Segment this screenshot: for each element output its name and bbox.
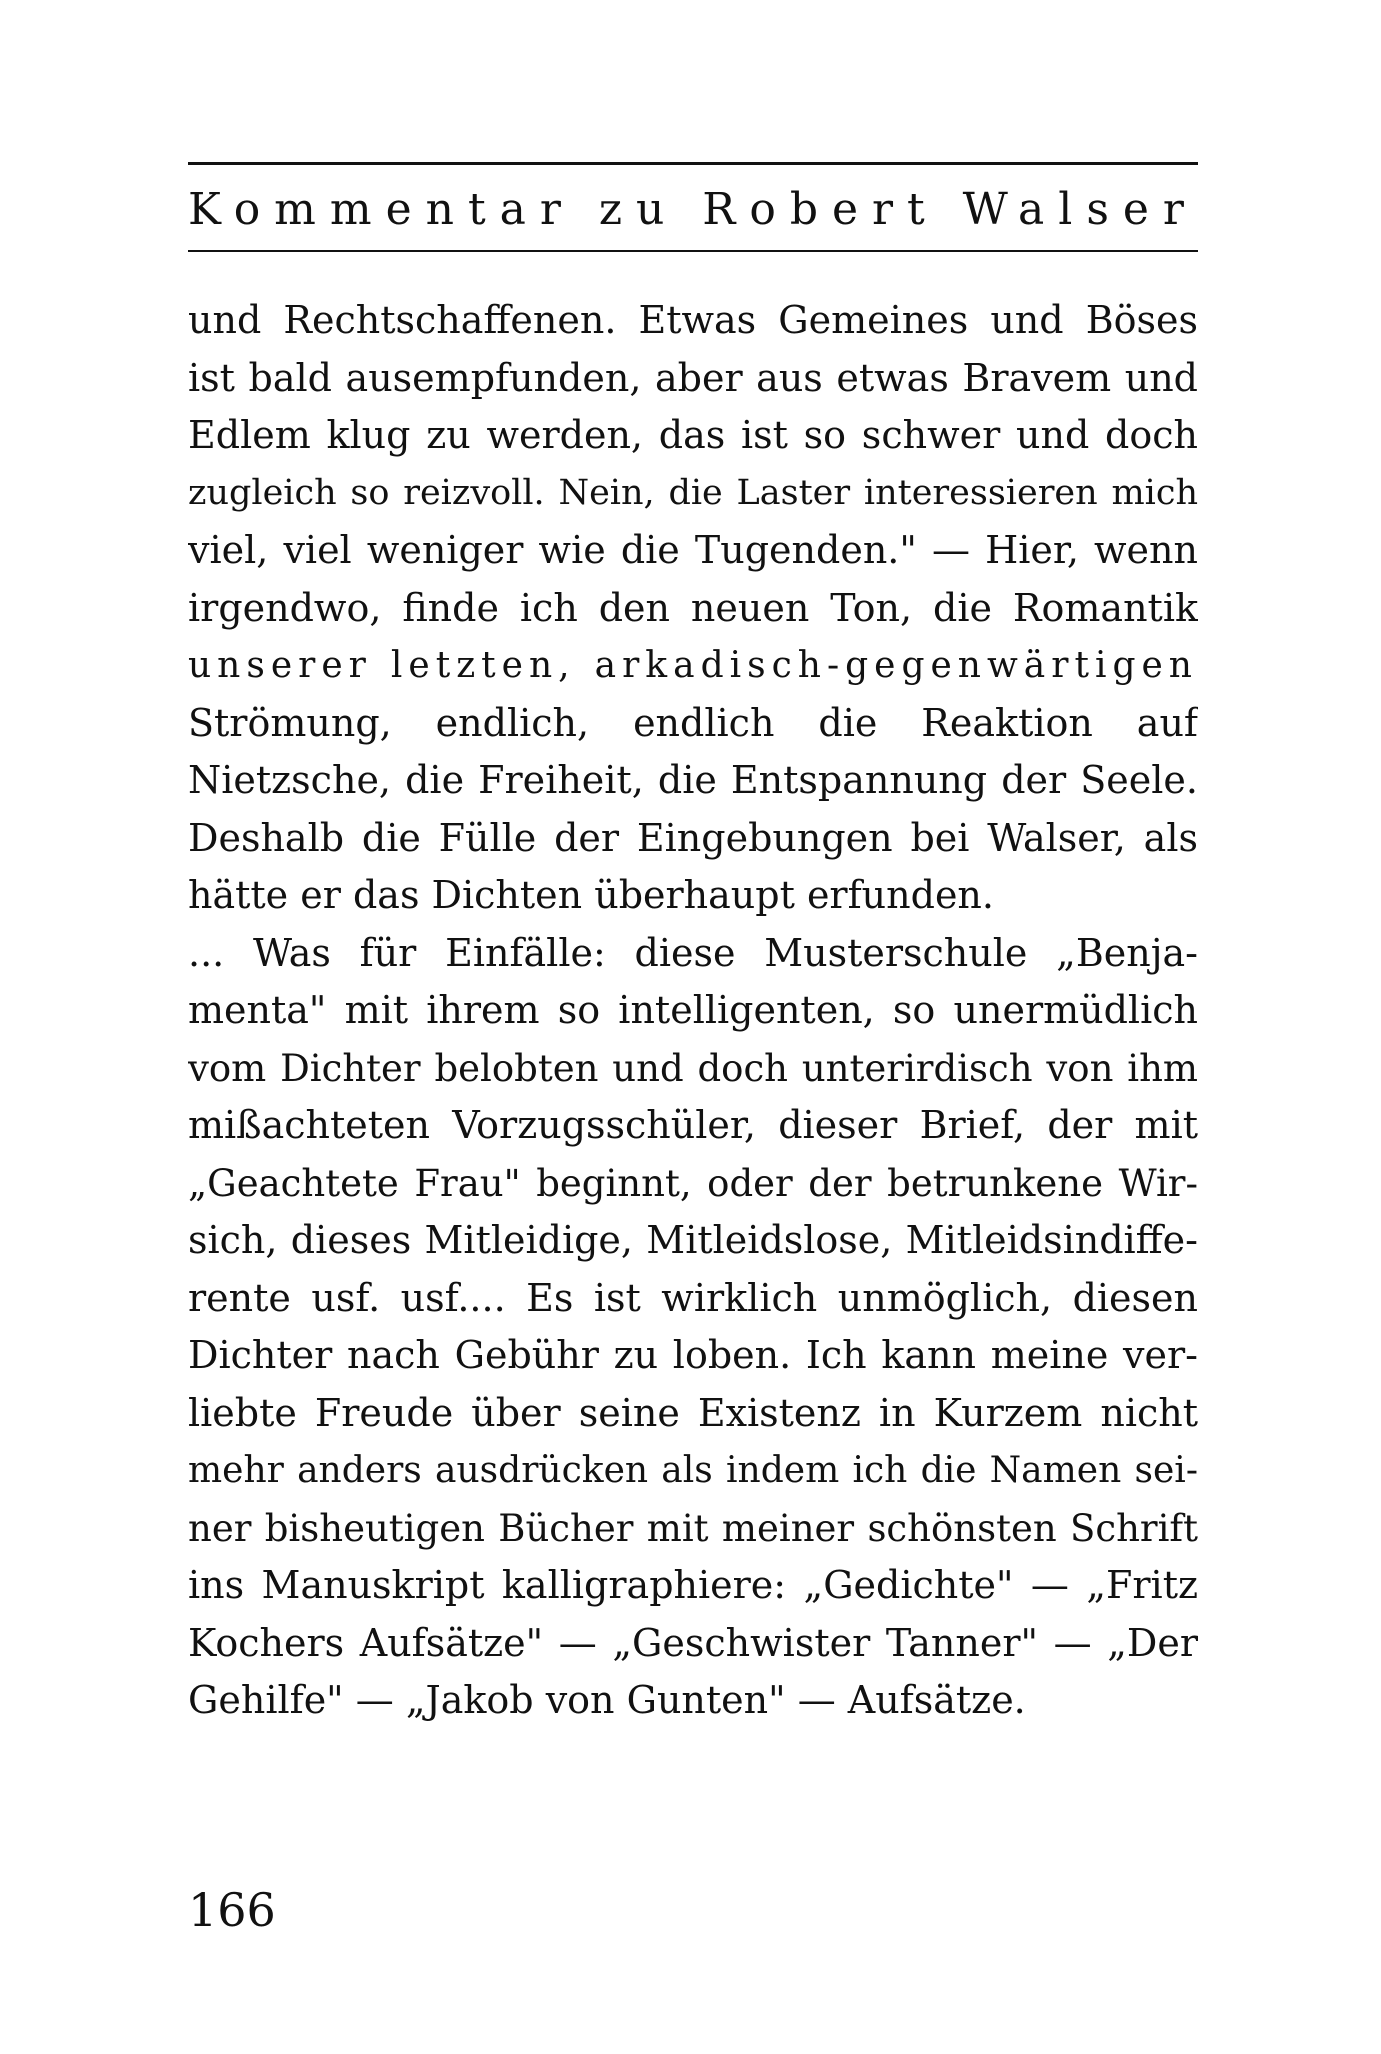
text-line: irgendwo, finde ich den neuen Ton, die Romantik <box>188 585 1198 630</box>
text-line: ... Was für Einfälle: diese Musterschule „Benja- <box>188 930 1198 975</box>
text-line: Deshalb die Fülle der Eingebungen bei Walser, als <box>188 815 1198 860</box>
text-line: unserer letzten, arkadisch-gegenwärtigen <box>188 645 1198 686</box>
text-line: rente usf. usf.... Es ist wirklich unmöglich, diesen <box>188 1275 1198 1320</box>
header-rule-top <box>188 162 1198 165</box>
text-line: mißachteten Vorzugsschüler, dieser Brief, der mit <box>188 1103 1198 1147</box>
text-line: vom Dichter belobten und doch unterirdisch von ihm <box>188 1046 1198 1090</box>
text-line: ins Manuskript kalligraphiere: „Gedichte" — „Fritz <box>188 1563 1198 1607</box>
text-line: Nietzsche, die Freiheit, die Entspannung der Seele. <box>188 758 1198 802</box>
text-line: mehr anders ausdrücken als indem ich die Namen sei- <box>188 1450 1198 1491</box>
text-line: Strömung, endlich, endlich die Reaktion auf <box>188 700 1198 745</box>
text-line: liebte Freude über seine Existenz in Kurzem nicht <box>188 1390 1198 1435</box>
running-head-word: Robert <box>702 183 939 235</box>
text-line: und Rechtschaffenen. Etwas Gemeines und Böses <box>188 298 1198 342</box>
header-rule-bottom <box>188 250 1198 252</box>
text-line: ist bald ausempfunden, aber aus etwas Bravem und <box>188 355 1198 400</box>
text-line: Dichter nach Gebühr zu loben. Ich kann meine ver- <box>188 1333 1198 1377</box>
running-head-word: Kommentar <box>188 183 575 235</box>
text-line: Gehilfe" — „Jakob von Gunten" — Aufsätze. <box>188 1678 1026 1722</box>
running-head-word: Walser <box>962 183 1198 235</box>
text-line: Edlem klug zu werden, das ist so schwer und doch <box>188 413 1198 457</box>
text-line: menta" mit ihrem so intelligenten, so unermüdlich <box>188 988 1198 1032</box>
text-line: hätte er das Dichten überhaupt erfunden. <box>188 873 994 917</box>
running-head <box>188 176 1198 242</box>
body-text <box>188 292 1198 1730</box>
text-line: zugleich so reizvoll. Nein, die Laster interessieren mich <box>188 472 1198 513</box>
text-line: ner bisheutigen Bücher mit meiner schönsten Schrift <box>188 1506 1198 1550</box>
text-line: viel, viel weniger wie die Tugenden." — Hier, wenn <box>188 528 1198 572</box>
text-line: Kochers Aufsätze" — „Geschwister Tanner" — „Der <box>188 1620 1198 1665</box>
page-number: 166 <box>188 1883 276 1937</box>
text-line: „Geachtete Frau" beginnt, oder der betrunkene Wir- <box>188 1161 1198 1205</box>
running-head-word: zu <box>598 183 679 235</box>
text-line: sich, dieses Mitleidige, Mitleidslose, Mitleidsindiffe- <box>188 1218 1198 1262</box>
